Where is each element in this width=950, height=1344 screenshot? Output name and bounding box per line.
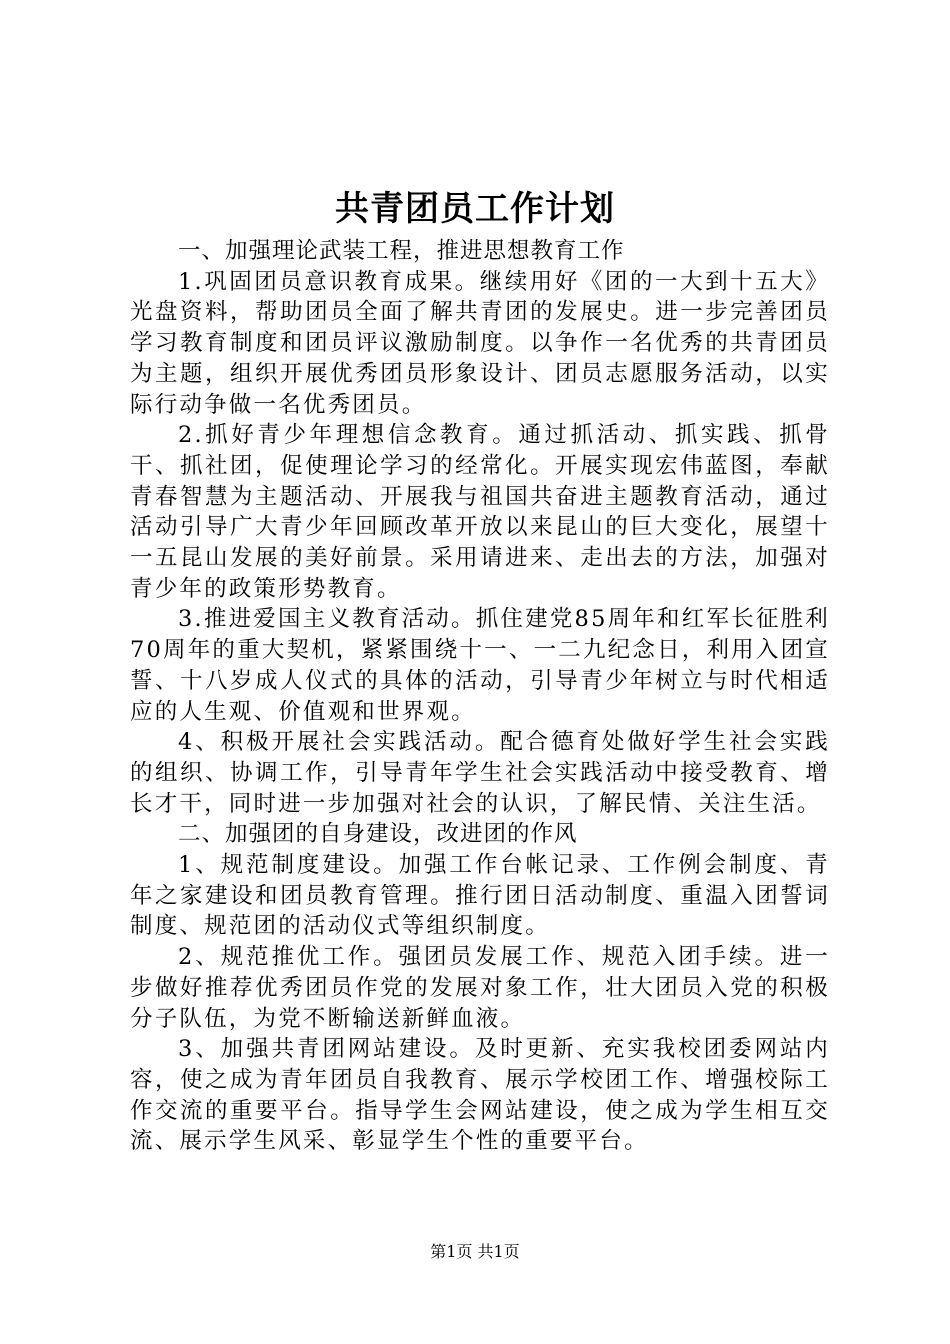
document-title: 共青团员工作计划 <box>335 189 615 229</box>
section-heading-2: 二、加强团的自身建设，改进团的作风 <box>178 821 578 848</box>
paragraph: 2.抓好青少年理想信念教育。通过抓活动、抓实践、抓骨干、抓社团，促使理论学习的经常化。开展实现宏伟蓝图，奉献青春智慧为主题活动、开展我与祖国共奋进主题教育活动，通过活动引导广大青少年回顾改革开放以来昆山的巨大变化，展望十一五昆山发展的美好前景。采用请进来、走出去的方法，加强对青少年的政策形势教育。 <box>130 422 830 602</box>
paragraph: 2、规范推优工作。强团员发展工作、规范入团手续。进一步做好推荐优秀团员作党的发展对象工作，壮大团员入党的积极分子队伍，为党不断输送新鲜血液。 <box>130 944 830 1032</box>
section-heading-1: 一、加强理论武装工程，推进思想教育工作 <box>178 238 625 264</box>
paragraph: 4、积极开展社会实践活动。配合德育处做好学生社会实践的组织、协调工作，引导青年学生社会实践活动中接受教育、增长才干，同时进一步加强对社会的认识，了解民情、关注生活。 <box>130 729 830 817</box>
paragraph: 3.推进爱国主义教育活动。抓住建党85周年和红军长征胜利70周年的重大契机，紧紧围绕十一、一二九纪念日，利用入团宣誓、十八岁成人仪式的具体的活动，引导青少年树立与时代相适应的人生观、价值观和世界观。 <box>130 606 830 725</box>
page-footer: 第1页 共1页 <box>430 1242 520 1261</box>
paragraph: 3、加强共青团网站建设。及时更新、充实我校团委网站内容，使之成为青年团员自我教育、展示学校团工作、增强校际工作交流的重要平台。指导学生会网站建设，使之成为学生相互交流、展示学生风采、彰显学生个性的重要平台。 <box>130 1036 830 1155</box>
paragraph: 1.巩固团员意识教育成果。继续用好《团的一大到十五大》光盘资料，帮助团员全面了解共青团的发展史。进一步完善团员学习教育制度和团员评议激励制度。以争作一名优秀的共青团员为主题，组织开展优秀团员形象设计、团员志愿服务活动，以实际行动争做一名优秀团员。 <box>130 268 830 418</box>
document-body <box>130 236 830 1157</box>
paragraph: 1、规范制度建设。加强工作台帐记录、工作例会制度、青年之家建设和团员教育管理。推行团日活动制度、重温入团誓词制度、规范团的活动仪式等组织制度。 <box>130 852 830 940</box>
